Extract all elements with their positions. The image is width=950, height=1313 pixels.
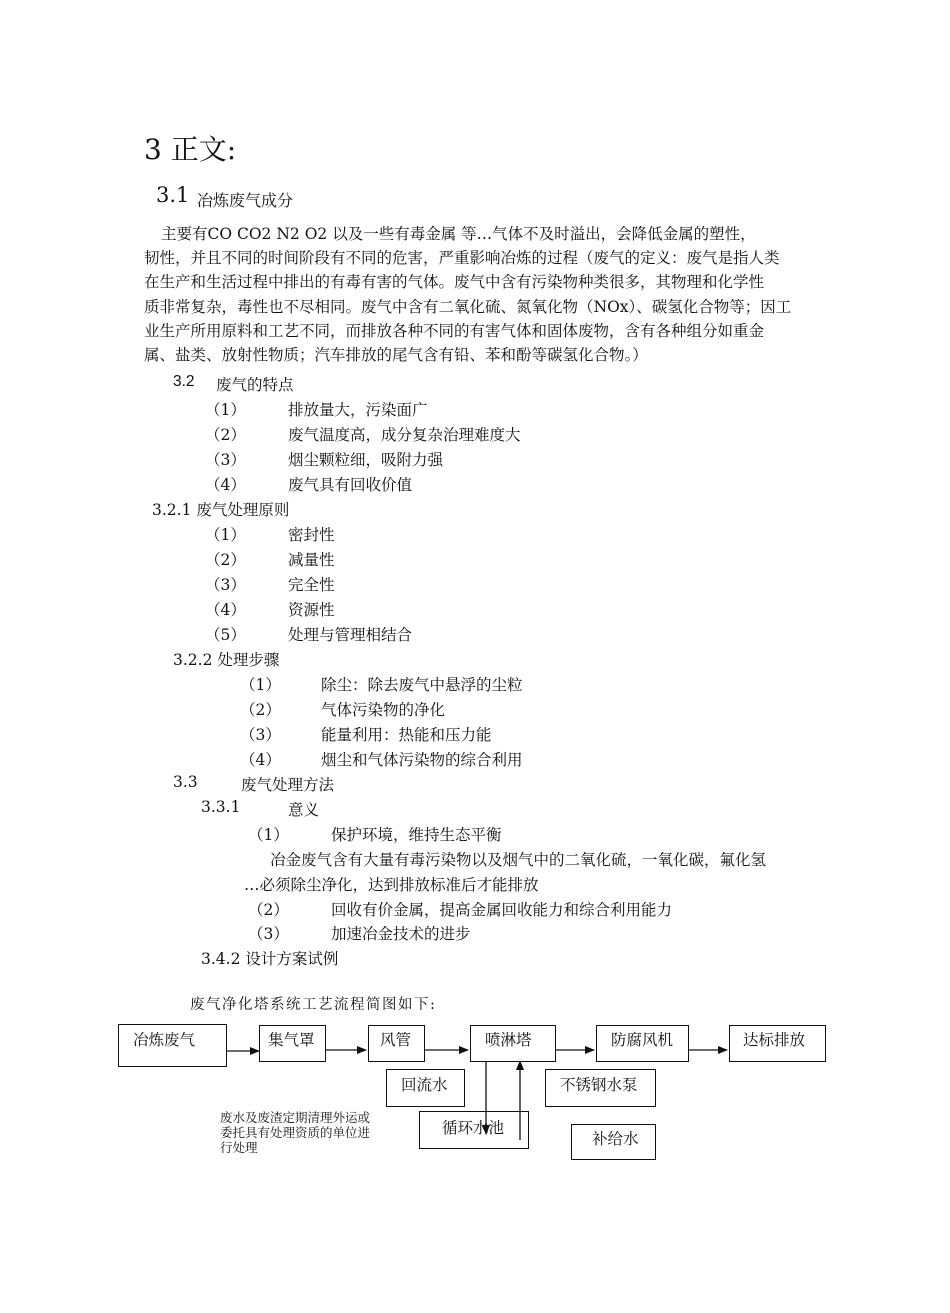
flow-box-label: 风管 <box>380 1031 412 1049</box>
list-item: 减量性 <box>288 551 335 569</box>
list-item: 加速冶金技术的进步 <box>331 925 471 943</box>
flow-note: 废水及废渣定期清理外运或委托具有处理资质的单位进行处理 <box>220 1110 371 1155</box>
list-item: 废气温度高，成分复杂治理难度大 <box>288 426 521 444</box>
paragraph-line: 质非常复杂，毒性也不尽相同。废气中含有二氧化硫、氮氧化物（NOx）、碳氢化合物等；因工 <box>144 297 792 316</box>
list-number: （3） <box>240 726 281 744</box>
section-3-3-1-title: 意义 <box>288 801 320 819</box>
flow-box-reflux-water <box>386 1069 465 1107</box>
list-number: （2） <box>205 551 246 569</box>
flow-box-label: 集气罩 <box>268 1031 315 1049</box>
list-item: 回收有价金属，提高金属回收能力和综合利用能力 <box>331 901 673 919</box>
list-item: 烟尘颗粒细，吸附力强 <box>288 451 444 469</box>
list-number: （3） <box>205 451 246 469</box>
paragraph-line: 韧性，并且不同的时间阶段有不同的危害，严重影响冶炼的过程（废气的定义：废气是指人类 <box>144 249 780 268</box>
list-number: （4） <box>240 751 281 769</box>
flow-box-label: 达标排放 <box>743 1031 806 1049</box>
section-3-2-2-title: 3.2.2 处理步骤 <box>173 651 280 669</box>
section-3-3-number: 3.3 <box>173 773 198 791</box>
list-number: （4） <box>205 476 246 494</box>
flow-box-label: 防腐风机 <box>611 1031 674 1049</box>
flow-box-label: 补给水 <box>592 1130 639 1148</box>
flow-box-air-duct <box>368 1025 425 1062</box>
flow-box-smelting-gas <box>118 1024 227 1067</box>
paragraph-line: 在生产和生活过程中排出的有毒有害的气体。废气中含有污染物种类很多，其物理和化学性 <box>144 273 765 292</box>
section-title: 3 正文: <box>144 133 237 166</box>
flow-box-label: 循环水池 <box>442 1119 505 1137</box>
list-number: （1） <box>248 826 289 844</box>
flow-box-stainless-pump <box>545 1069 656 1107</box>
section-3-1-title: 冶炼废气成分 <box>197 191 294 210</box>
list-number: （2） <box>205 426 246 444</box>
flow-box-label: 喷淋塔 <box>485 1031 532 1049</box>
section-3-2-title: 废气的特点 <box>216 376 294 394</box>
list-item: 能量利用：热能和压力能 <box>321 726 492 744</box>
list-number: （3） <box>248 925 289 943</box>
flow-box-compliant-discharge <box>729 1025 826 1062</box>
flow-box-makeup-water <box>571 1124 656 1160</box>
list-item: 烟尘和气体污染物的综合利用 <box>321 751 523 769</box>
list-number: （2） <box>248 901 289 919</box>
flow-box-label: 回流水 <box>401 1076 448 1094</box>
list-number: （3） <box>205 576 246 594</box>
section-3-2-1-title: 3.2.1 废气处理原则 <box>152 501 290 519</box>
detail-line: …必须除尘净化，达到排放标准后才能排放 <box>244 876 539 894</box>
section-3-4-2-title: 3.4.2 设计方案试例 <box>201 950 339 968</box>
list-item: 资源性 <box>288 601 335 619</box>
section-3-3-title: 废气处理方法 <box>241 776 335 794</box>
flow-diagram-title: 废气净化塔系统工艺流程简图如下: <box>190 997 437 1013</box>
paragraph-line: 属、盐类、放射性物质；汽车排放的尾气含有铅、苯和酚等碳氢化合物。） <box>144 346 648 365</box>
flow-box-anticorrosion-fan <box>596 1025 689 1062</box>
paragraph-line: 业生产所用原料和工艺不同，而排放各种不同的有害气体和固体废物，含有各种组分如重金 <box>144 321 765 340</box>
list-number: （4） <box>205 601 246 619</box>
section-3-2-number: 3.2 <box>173 373 195 390</box>
flow-box-circulation-pool <box>419 1111 529 1149</box>
list-item: 排放量大，污染面广 <box>288 401 428 419</box>
list-item: 完全性 <box>288 576 335 594</box>
flow-box-label: 冶炼废气 <box>133 1031 196 1049</box>
flow-box-label: 不锈钢水泵 <box>560 1076 638 1094</box>
list-item: 保护环境，维持生态平衡 <box>331 826 502 844</box>
list-number: （1） <box>205 401 246 419</box>
list-item: 处理与管理相结合 <box>288 626 413 644</box>
section-3-3-1-number: 3.3.1 <box>201 798 241 816</box>
flow-box-spray-tower <box>470 1025 556 1062</box>
list-item: 气体污染物的净化 <box>321 701 446 719</box>
section-3-1-number: 3.1 <box>156 183 190 207</box>
list-number: （1） <box>240 676 281 694</box>
list-number: （5） <box>205 626 246 644</box>
paragraph-line: 主要有CO CO2 N2 O2 以及一些有毒金属 等…气体不及时溢出，会降低金属的塑性， <box>161 225 756 243</box>
list-number: （1） <box>205 526 246 544</box>
list-number: （2） <box>240 701 281 719</box>
flow-box-gas-hood <box>259 1025 326 1062</box>
list-item: 密封性 <box>288 526 335 544</box>
list-item: 废气具有回收价值 <box>288 476 413 494</box>
list-item: 除尘：除去废气中悬浮的尘粒 <box>321 676 523 694</box>
detail-line: 冶金废气含有大量有毒污染物以及烟气中的二氧化硫，一氧化碳，氟化氢 <box>270 851 767 869</box>
